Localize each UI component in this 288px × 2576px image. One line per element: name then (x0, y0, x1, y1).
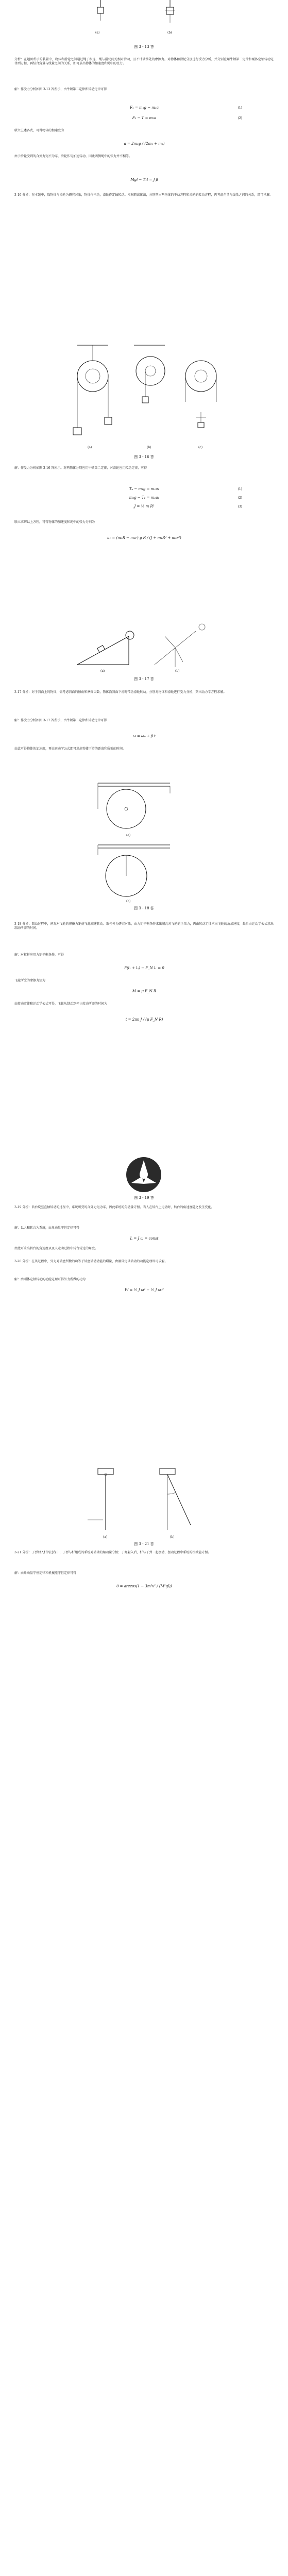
equation-14: W = ½ J ω² − ½ J ω₀² (125, 1288, 164, 1292)
equation-5-number: (1) (238, 487, 242, 491)
figure-3-16-sub-a: (a) (88, 446, 92, 449)
figure-3-18-caption: 图 3 - 18 答 (134, 906, 154, 910)
equation-1-text: F₁ = m₁g − m₁a (130, 106, 159, 110)
equation-5 (31, 487, 258, 492)
equation-6-text: m₂g − T₂ = m₂a₂ (129, 496, 160, 500)
paragraph-11: 3-18 分析：制动过程中，闸瓦对飞轮的摩擦力矩使飞轮减速转动。取杠杆为研究对象，由力矩平衡条件求出闸瓦对飞轮的正压力，再由转动定律求出飞轮的角加速度，最后由运动学公式求出制动所需的时间。 (14, 922, 274, 930)
figure-3-21-caption: 图 3 - 21 答 (134, 1542, 154, 1546)
paragraph-3: 联立上述各式，可得物体的加速度为 (14, 129, 64, 132)
equation-2-text: F₂ − T = m₂a (132, 116, 157, 120)
figure-3-13-caption: 图 3 - 13 答 (134, 45, 154, 49)
equation-7-text: J = ½ m R² (134, 504, 155, 509)
figure-3-18-drawing (0, 773, 288, 907)
figure-3-17-caption: 图 3 - 17 答 (134, 677, 154, 681)
equation-10: F(l₁ + l₂) − F_N l₁ = 0 (124, 966, 164, 970)
equation-1 (31, 106, 258, 110)
paragraph-4: 由于滑轮受到的合外力矩不为零，滑轮作匀加速转动，因此两侧绳中的张力并不相等。 (14, 155, 132, 158)
figure-3-16-caption: 图 3 - 16 答 (134, 455, 154, 459)
equation-11: M = μ F_N R (132, 989, 157, 993)
equation-13: L = J ω = const (130, 1236, 159, 1241)
paragraph-7: 联立求解以上方程，可得物体的加速度和绳中的张力分别为 (14, 520, 95, 524)
paragraph-18: 3-20 分析：在该过程中，外力对转盘所做的功等于转盘转动动能的增量，由刚体定轴转动的动能定理即可求解。 (14, 1260, 168, 1263)
equation-2 (31, 116, 258, 121)
equation-12: t = 2πn J / (μ F_N R) (125, 1018, 163, 1022)
equation-4: Mgl − T₁l = J β (130, 178, 158, 182)
figure-3-16-sub-b: (b) (147, 446, 151, 449)
figure-3-18-sub-b: (b) (126, 900, 131, 903)
equation-5-text: Tₐ − m₁g = m₁a₁ (129, 487, 160, 491)
paragraph-6: 解：作受力分析如图 3-16 答所示。对两物体分别应用牛顿第二定律，对滑轮应用转动定律，可得 (14, 466, 147, 470)
paragraph-20: 3-21 分析：子弹射入杆的过程中，子弹与杆组成的系统对转轴的角动量守恒；子弹射入后，杆与子弹一起摆动，摆动过程中系统的机械能守恒。 (14, 1551, 211, 1554)
figure-3-13-drawing (0, 0, 288, 62)
paragraph-9: 解：作受力分析如图 3-17 答所示，由牛顿第二定律和转动定律可得 (14, 719, 107, 722)
figure-3-13-sub-a: (a) (95, 31, 100, 35)
figure-3-17-sub-b: (b) (175, 669, 180, 673)
figure-3-19-drawing (0, 1154, 288, 1200)
paragraph-12: 解：对杠杆应用力矩平衡条件，可得 (14, 953, 64, 957)
equation-6-number: (2) (238, 496, 242, 500)
paragraph-15: 3-19 分析：转台绕竖直轴转动的过程中，系统所受的合外力矩为零，因此系统的角动量守恒。当人在转台上走动时，转台的角速度随之发生变化。 (14, 1206, 214, 1209)
equation-15: θ = arccos(1 − 3m²v² / (M²gl)) (116, 1584, 172, 1588)
equation-8: a₁ = (m₁R − m₂r) g R / (J + m₁R² + m₂r²) (107, 536, 181, 540)
paragraph-1: 分析：在题图所示的装置中，物体和滑轮之间通过绳子相连，绳与滑轮间无相对滑动，且不计轴承处的摩擦力。对物体和滑轮分别进行受力分析，并分别应用牛顿第二定律和刚体定轴转动定律列方程，再结合角量与线量之间的关系，即可求出物体的加速度和绳中的张力。 (14, 58, 274, 65)
equation-7 (31, 504, 258, 509)
paragraph-17: 由此可求出转台的角速度以及人走动过程中转台转过的角度。 (14, 1247, 98, 1250)
paragraph-8: 3-17 分析：对于斜面上的物体，需考虑斜面的倾角和摩擦因数，物体沿斜面下滑时带动滑轮转动。分别对物体和滑轮进行受力分析，列出动力学方程求解。 (14, 690, 227, 694)
paragraph-5: 3-16 分析：在本题中，取物体与滑轮为研究对象，物体作平动，滑轮作定轴转动。根据隔离体法，分别列出两物体的平动方程和滑轮的转动方程，再考虑角量与线量之间的关系，即可求解。 (14, 193, 273, 197)
figure-3-21-drawing (0, 1468, 288, 1546)
equation-3: a = 2m₂g / (2m₁ + m₂) (124, 142, 165, 146)
figure-3-21-sub-a: (a) (103, 1535, 108, 1539)
equation-2-number: (2) (238, 116, 242, 120)
equation-6 (31, 496, 258, 500)
paragraph-2: 解：作受力分析如图 3-13 答所示，由牛顿第二定律和转动定律可得 (14, 88, 107, 91)
figure-3-17-drawing (0, 616, 288, 677)
equation-9: ω = ω₀ + β t (133, 734, 156, 738)
figure-3-18-sub-a: (a) (126, 834, 131, 837)
figure-3-16-drawing (0, 340, 288, 464)
figure-3-16-sub-c: (c) (198, 446, 203, 449)
figure-3-19-caption: 图 3 - 19 答 (134, 1196, 154, 1200)
figure-3-21-sub-b: (b) (170, 1535, 175, 1539)
equation-7-number: (3) (238, 505, 242, 509)
figure-3-17-sub-a: (a) (100, 669, 105, 673)
paragraph-21: 解：由角动量守恒定律和机械能守恒定律可得 (14, 1571, 77, 1575)
equation-1-number: (1) (238, 106, 242, 110)
paragraph-14: 由转动定律和运动学公式可得，飞轮从制动到停止转动所需的时间为 (14, 1002, 108, 1006)
figure-3-13-sub-b: (b) (167, 31, 172, 35)
paragraph-13: 飞轮所受的摩擦力矩为 (14, 979, 46, 982)
paragraph-16: 解：以人和转台为系统，由角动量守恒定律可得 (14, 1226, 80, 1230)
paragraph-19: 解：由刚体定轴转动的动能定理可得外力所做的功为 (14, 1278, 86, 1281)
paragraph-10: 由此可得物体的加速度，再由运动学公式即可求出物体下滑的距离和所需的时间。 (14, 747, 126, 751)
